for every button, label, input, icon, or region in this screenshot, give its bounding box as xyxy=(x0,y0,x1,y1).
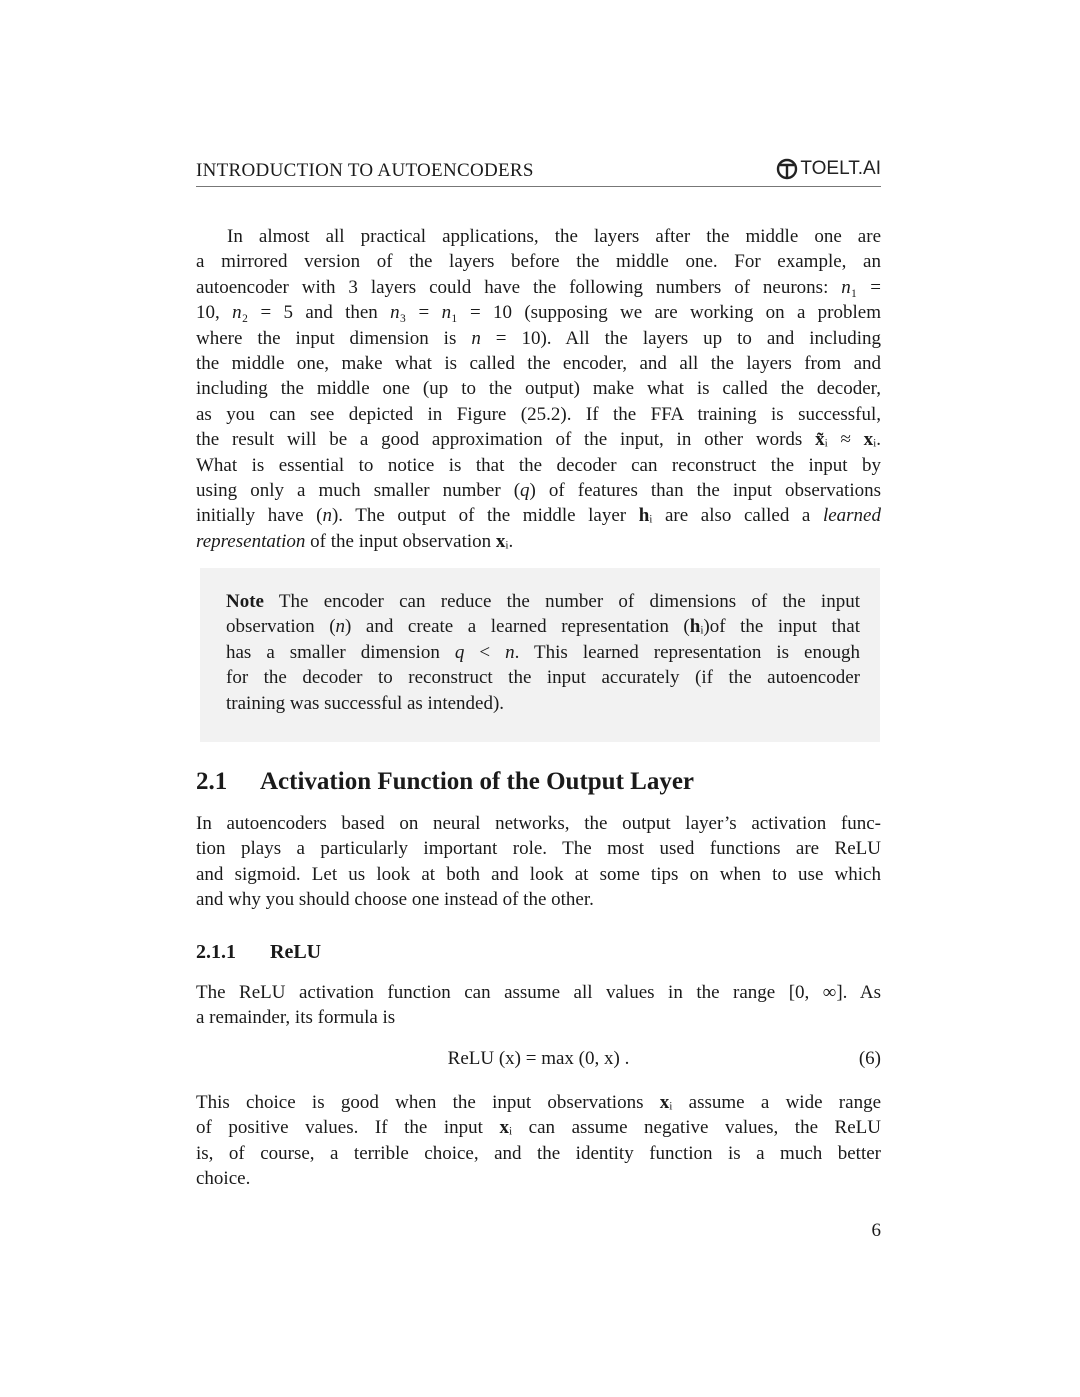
text-segment: ₃ = xyxy=(399,302,442,324)
text-segment: ) and create a learned representation ( xyxy=(345,616,690,638)
text-line xyxy=(196,427,881,452)
text-segment: ᵢ ≈ xyxy=(824,429,864,451)
paragraph-autoencoder-structure xyxy=(196,224,881,554)
text-segment: x̃ xyxy=(815,429,825,451)
text-segment: the middle one, make what is called the encoder, and all the layers from and xyxy=(196,352,881,374)
text-line xyxy=(196,224,881,249)
text-segment: representation xyxy=(196,530,306,552)
subsection-heading xyxy=(196,941,321,964)
text-segment: and sigmoid. Let us look at both and look at some tips on when to use which xyxy=(196,863,881,885)
text-segment: training was successful as intended). xyxy=(226,692,505,714)
text-segment: ). The output of the middle layer xyxy=(331,505,639,527)
text-segment: ᵢ)of the input that xyxy=(700,616,860,638)
text-line xyxy=(226,614,860,639)
text-segment: ᵢ are also called a xyxy=(649,505,823,527)
text-line xyxy=(196,862,881,887)
text-line xyxy=(196,1115,881,1140)
text-segment: ᵢ assume a wide range xyxy=(669,1092,881,1113)
text-segment: What is essential to notice is that the decoder can reconstruct the input by xyxy=(196,454,881,476)
note-text xyxy=(226,589,860,716)
text-line xyxy=(196,1090,881,1115)
text-line xyxy=(226,589,860,614)
text-segment: ᵢ. xyxy=(873,429,881,451)
text-line xyxy=(196,503,881,528)
text-line xyxy=(226,640,860,665)
text-line xyxy=(196,478,881,503)
text-segment: a mirrored version of the layers before the middle one. For example, an xyxy=(196,251,881,273)
text-line xyxy=(196,980,881,1005)
text-segment: ᵢ can assume negative values, the ReLU xyxy=(509,1117,881,1139)
text-line xyxy=(226,665,860,690)
text-segment: h xyxy=(638,505,650,527)
text-segment: n xyxy=(441,302,452,324)
subsection-title: ReLU xyxy=(270,941,322,963)
text-line xyxy=(196,402,881,427)
text-segment: learned xyxy=(822,505,881,527)
text-segment: n xyxy=(335,616,346,638)
text-segment: The encoder can reduce the number of dimensions of the input xyxy=(263,591,860,612)
text-segment: as you can see depicted in Figure (25.2). If the FFA training is successful, xyxy=(196,403,881,425)
text-line xyxy=(196,275,881,300)
text-segment: of positive values. If the input xyxy=(196,1117,500,1139)
toelt-logo xyxy=(776,158,881,180)
text-segment: ₂ = 5 and then xyxy=(241,302,391,324)
text-line xyxy=(196,326,881,351)
text-line xyxy=(196,351,881,376)
text-segment: x xyxy=(659,1092,670,1113)
text-segment: n xyxy=(390,302,400,324)
text-segment: 10, xyxy=(196,302,233,324)
text-line xyxy=(196,1005,881,1030)
text-line xyxy=(196,453,881,478)
text-segment: has a smaller dimension xyxy=(226,641,455,663)
text-segment: ) of features than the input observations xyxy=(529,479,881,501)
text-segment: a remainder, its formula is xyxy=(196,1007,396,1029)
text-segment: q xyxy=(520,479,530,501)
text-segment: for the decoder to reconstruct the input accurately (if the autoencoder xyxy=(226,667,860,689)
text-segment: using only a much smaller number ( xyxy=(196,479,521,501)
text-segment: = 10). All the layers up to and including xyxy=(480,327,881,349)
text-segment: q xyxy=(454,641,465,663)
text-segment: and why you should choose one instead of the other. xyxy=(196,889,594,911)
equation-relu xyxy=(196,1048,881,1074)
text-segment: In almost all practical applications, the layers after the middle one are xyxy=(227,226,881,247)
page-header xyxy=(196,158,881,187)
text-line xyxy=(196,529,881,554)
text-segment: ₁ = xyxy=(850,276,881,298)
text-segment: x xyxy=(495,530,506,552)
section-number: 2.1 xyxy=(196,768,228,795)
note-box xyxy=(200,568,880,742)
toelt-logo-icon xyxy=(776,158,798,180)
text-segment: x xyxy=(499,1117,509,1139)
running-title: INTRODUCTION TO AUTOENCODERS xyxy=(196,160,534,181)
text-segment: . This learned representation is enough xyxy=(514,641,860,663)
subsection-number: 2.1.1 xyxy=(196,941,236,963)
text-line xyxy=(196,887,881,912)
text-segment: ₁ = 10 (supposing we are working on a problem xyxy=(451,302,881,324)
equation-number: (6) xyxy=(858,1048,881,1069)
text-line xyxy=(196,1141,881,1166)
text-segment: the result will be a good approximation of the input, in other words xyxy=(196,429,816,451)
text-segment: choice. xyxy=(196,1168,251,1190)
paragraph-relu-usage xyxy=(196,1090,881,1192)
text-line xyxy=(196,376,881,401)
text-segment: autoencoder with 3 layers could have the following numbers of neurons: xyxy=(196,276,842,298)
text-segment: n xyxy=(505,641,515,663)
text-segment: n xyxy=(841,276,851,298)
text-segment: is, of course, a terrible choice, and the identity function is a much better xyxy=(196,1142,881,1164)
text-segment: tion plays a particularly important role. The most used functions are ReLU xyxy=(196,838,881,860)
text-segment: x xyxy=(863,429,874,451)
text-line xyxy=(196,249,881,274)
equation-body: ReLU (x) = max (0, x) . xyxy=(447,1048,630,1069)
text-segment: n xyxy=(232,302,242,324)
text-segment: initially have ( xyxy=(196,505,323,527)
logo-text: TOELT.AI xyxy=(800,158,881,179)
text-segment: including the middle one (up to the output) make what is called the decoder, xyxy=(196,378,881,400)
text-segment: n xyxy=(471,327,481,349)
paragraph-relu-intro xyxy=(196,980,881,1031)
text-segment: ᵢ. xyxy=(505,530,514,552)
text-segment: h xyxy=(689,616,701,638)
text-segment: This choice is good when the input observations xyxy=(196,1092,660,1113)
page-number: 6 xyxy=(871,1220,881,1241)
text-segment: where the input dimension is xyxy=(196,327,472,349)
text-line xyxy=(196,811,881,836)
text-line xyxy=(196,1166,881,1191)
text-line xyxy=(196,836,881,861)
text-segment: n xyxy=(322,505,332,527)
text-segment: of the input observation xyxy=(305,530,496,552)
text-segment: < xyxy=(464,641,506,663)
text-line xyxy=(196,300,881,325)
text-segment: Note xyxy=(226,591,264,612)
text-segment: The ReLU activation function can assume all values in the range [0, ∞]. As xyxy=(196,982,881,1003)
text-segment: observation ( xyxy=(226,616,336,638)
section-title: Activation Function of the Output Layer xyxy=(260,768,695,795)
text-segment: In autoencoders based on neural networks, the output layer’s activation func- xyxy=(196,813,881,834)
section-heading xyxy=(196,768,694,796)
paragraph-activation-intro xyxy=(196,811,881,913)
text-line xyxy=(226,691,860,716)
